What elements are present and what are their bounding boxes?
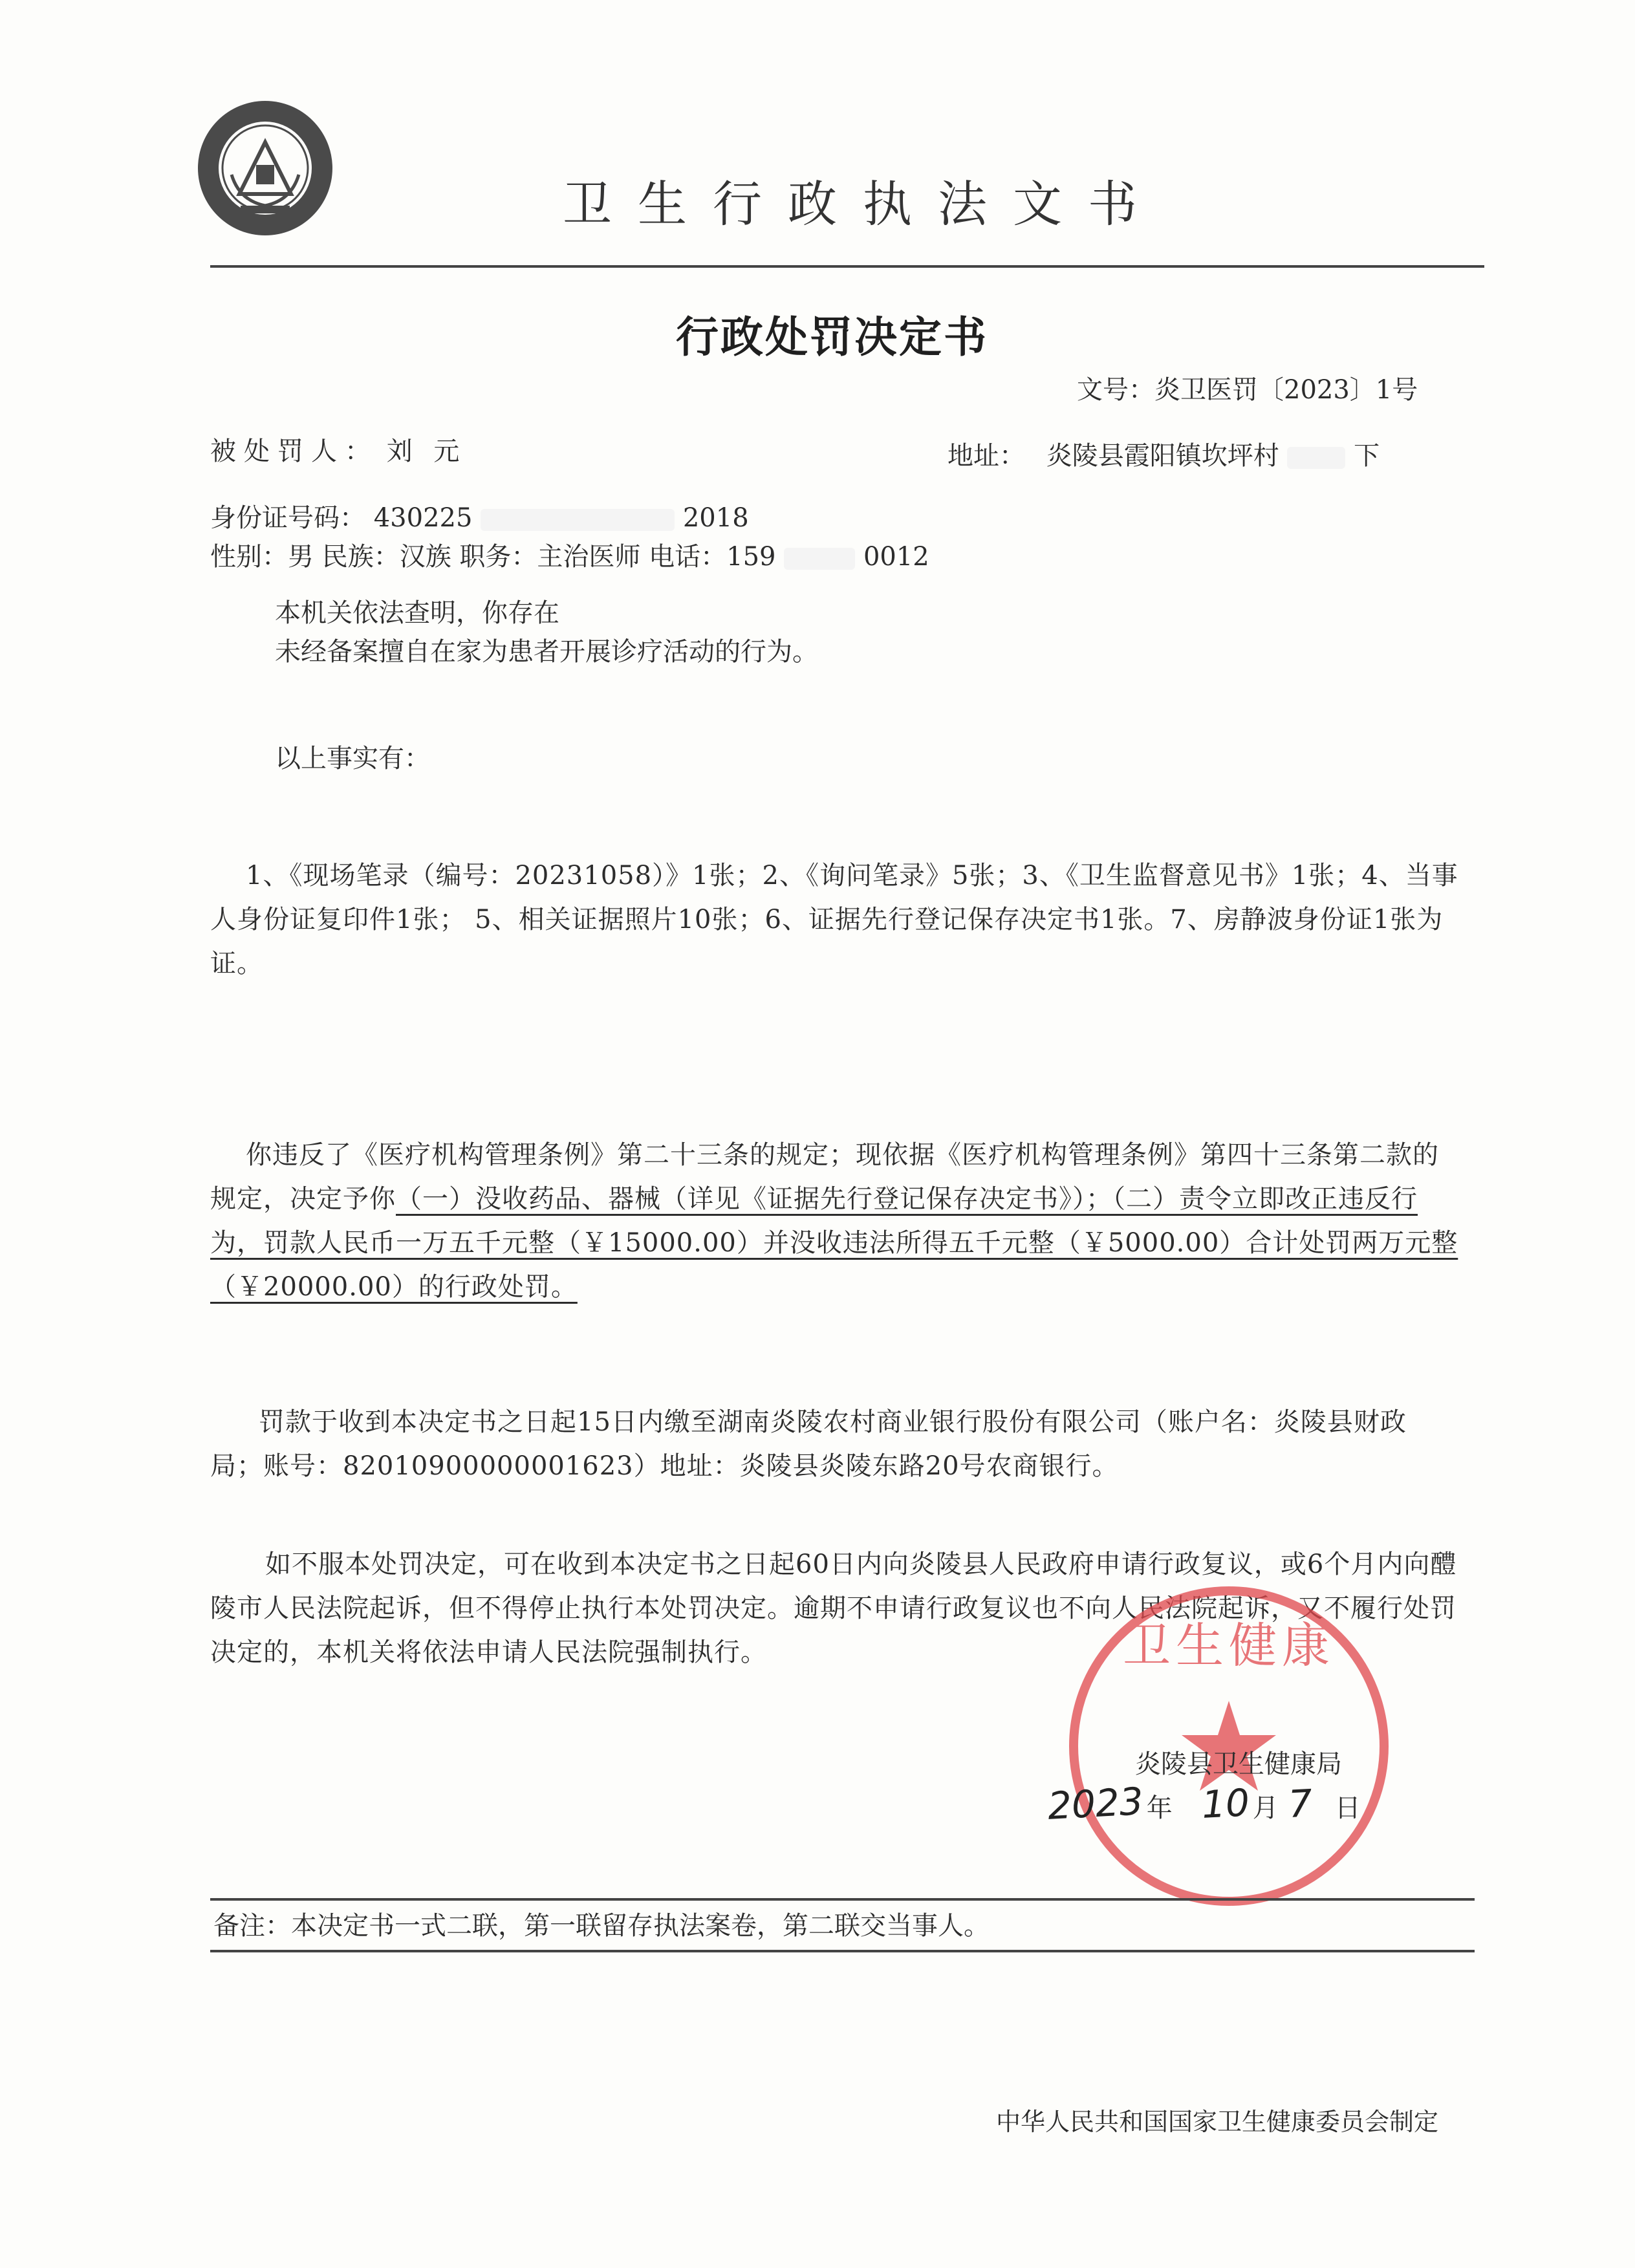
finding-line-2: 未经备案擅自在家为患者开展诊疗活动的行为。	[275, 637, 818, 667]
svg-text:卫生健康: 卫生健康	[1123, 1618, 1335, 1674]
finding-line-1: 本机关依法查明，你存在	[275, 598, 559, 628]
payment-text: 罚款于收到本决定书之日起15日内缴至湖南炎陵农村商业银行股份有限公司（账户名：炎陵县财政局；账号：82010900000001623）地址：炎陵县炎陵东路20号农商银行。	[210, 1407, 1407, 1481]
appeal-text: 如不服本处罚决定，可在收到本决定书之日起60日内向炎陵县人民政府申请行政复议，或6个月内向醴陵市人民法院起诉，但不得停止执行本处罚决定。逾期不申请行政复议也不向人民法院起诉，又不履行处罚决定的，本机关将依法申请人民法院强制执行。	[210, 1550, 1457, 1667]
evidence-intro: 以上事实有：	[275, 744, 430, 773]
date-month-handwritten: 10	[1200, 1780, 1251, 1827]
document-number: 文号：炎卫医罚〔2023〕1号	[1077, 375, 1418, 405]
note-text: 备注：本决定书一式二联，第一联留存执法案卷，第二联交当事人。	[213, 1911, 990, 1941]
violation-text-a: 你违反了《医疗机构管理条例》第二十三条的规定；现依据《医疗机构管理条例》第四十三条第二款的规定，决定予你	[210, 1140, 1439, 1214]
redacted-block	[1287, 447, 1345, 469]
party-name-value: 刘 元	[386, 437, 466, 466]
header-rule	[210, 265, 1484, 268]
party-address-value: 炎陵县霞阳镇坎坪村	[1046, 441, 1279, 471]
party-address-suffix: 下	[1354, 441, 1380, 471]
date-year-unit: 年	[1146, 1793, 1173, 1823]
note-bottom-rule	[210, 1950, 1475, 1952]
party-id-suffix: 2018	[682, 503, 749, 533]
header-title: 卫生行政执法文书	[563, 175, 1163, 233]
redacted-block	[481, 509, 675, 531]
date-month-unit: 月	[1252, 1793, 1279, 1823]
party-id-row	[210, 497, 749, 539]
evidence-paragraph	[210, 854, 1458, 986]
footer-issuer: 中华人民共和国国家卫生健康委员会制定	[996, 2108, 1439, 2136]
party-id-label: 身份证号码：	[210, 503, 365, 533]
violation-paragraph	[210, 1133, 1458, 1309]
signature-date	[1046, 1779, 1361, 1830]
evidence-text: 1、《现场笔录（编号：20231058）》1张；2、《询问笔录》5张；3、《卫生监督意见书》1张；4、当事人身份证复印件1张； 5、相关证据照片10张；6、证据先行登记保存决定书1张。7、房静波身份证1张为证。	[210, 861, 1458, 978]
document-title: 行政处罚决定书	[676, 312, 988, 362]
note-top-rule	[210, 1898, 1475, 1901]
party-details: 性别：男 民族：汉族 职务：主治医师 电话：159	[210, 542, 776, 572]
party-name-row	[210, 430, 466, 473]
party-address-row	[947, 435, 1380, 477]
date-year-handwritten: 2023	[1046, 1779, 1145, 1828]
date-day-handwritten: 7	[1287, 1781, 1314, 1826]
issuing-org: 炎陵县卫生健康局	[1135, 1749, 1342, 1779]
party-phone-suffix: 0012	[863, 542, 929, 572]
health-inspector-emblem	[194, 97, 336, 239]
payment-paragraph	[210, 1400, 1458, 1488]
party-id-prefix: 430225	[373, 503, 473, 533]
date-day-unit: 日	[1334, 1793, 1361, 1823]
party-name-label: 被处罚人：	[210, 437, 378, 466]
party-address-label: 地址：	[947, 441, 1025, 471]
redacted-block	[784, 548, 855, 570]
violation-text-b: （一）没收药品、器械（详见《证据先行登记保存决定书》）；（二）责令立即改正违反行为，罚款人民币一万五千元整（￥15000.00）并没收违法所得五千元整（￥5000.00）合计处罚两万元整（￥20000.00）的行政处罚。	[210, 1184, 1458, 1302]
party-details-row	[210, 535, 929, 578]
